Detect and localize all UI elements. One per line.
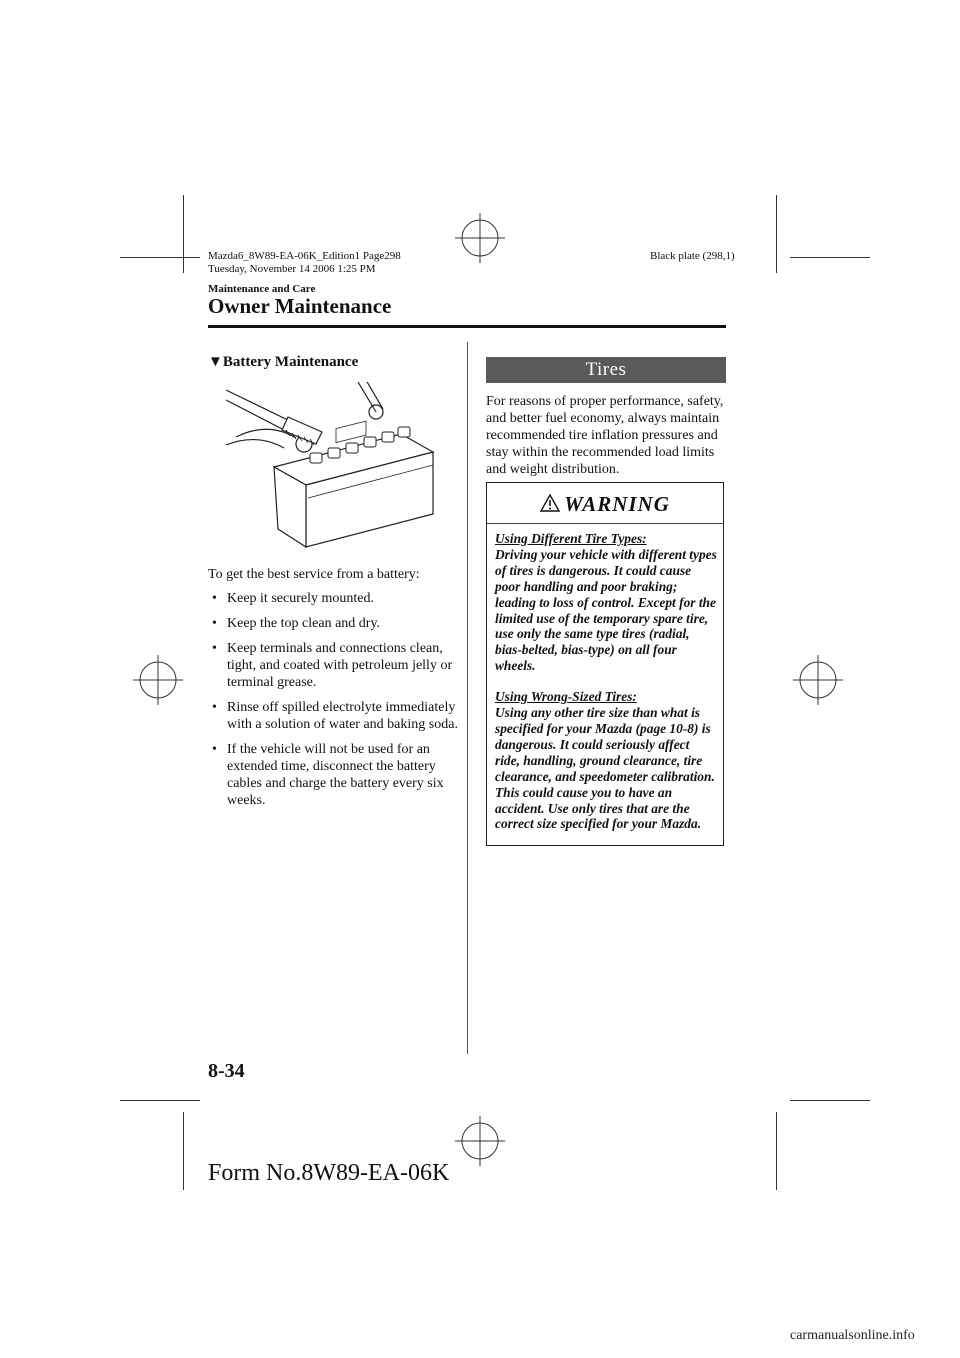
crop-mark <box>183 1112 184 1190</box>
list-item: • Rinse off spilled electrolyte immediately with a solution of water and baking soda. <box>208 699 458 733</box>
warning-block-1-text: Driving your vehicle with different types of tires is dangerous. It could cause poor handling and poor braking; leading to loss of control. Except for the limited use of the temporary spare tire, use only the same type tires (radial, bias-belted, bias-type) on all four wheels. <box>495 546 717 674</box>
registration-mark-icon <box>455 1116 505 1166</box>
warning-block-2-text: Using any other tire size than what is specified for your Mazda (page 10-8) is dangerous. It could seriously affect ride, handling, ground clearance, tire clearance, and speedometer calibration. This could cause you to have an accident. Use only tires that are the correct size specified for your Mazda. <box>495 705 715 832</box>
warning-header <box>487 483 723 524</box>
plate-label: Black plate (298,1) <box>650 250 735 262</box>
crop-mark <box>120 257 200 258</box>
warning-triangle-icon <box>540 494 560 512</box>
title-rule <box>208 325 726 328</box>
registration-mark-icon <box>133 655 183 705</box>
warning-title <box>487 492 723 517</box>
crop-mark <box>776 195 777 273</box>
crop-mark <box>120 1100 200 1101</box>
page-number: 8-34 <box>208 1060 245 1082</box>
warning-block-1 <box>495 531 717 674</box>
battery-intro: To get the best service from a battery: <box>208 567 420 582</box>
registration-mark-icon <box>455 213 505 263</box>
print-meta-date: Tuesday, November 14 2006 1:25 PM <box>208 263 376 275</box>
section-label: Maintenance and Care <box>208 283 316 295</box>
crop-mark <box>790 1100 870 1101</box>
form-number: Form No.8W89-EA-06K <box>208 1160 450 1186</box>
warning-box <box>486 482 724 846</box>
triangle-marker-icon: ▼ <box>208 354 223 370</box>
warning-block-1-heading: Using Different Tire Types: <box>495 531 647 546</box>
warning-title-text: WARNING <box>564 492 670 516</box>
warning-body <box>495 531 717 847</box>
battery-heading <box>208 354 358 371</box>
crop-mark <box>183 195 184 273</box>
registration-mark-icon <box>793 655 843 705</box>
page-title: Owner Maintenance <box>208 294 392 318</box>
tires-paragraph: For reasons of proper performance, safety, and better fuel economy, always maintain recommended tire inflation pressures and stay within the recommended load limits and weight distribution. <box>486 394 724 477</box>
warning-block-2-heading: Using Wrong-Sized Tires: <box>495 689 637 705</box>
watermark: carmanualsonline.info <box>790 1328 915 1343</box>
battery-heading-text: Battery Maintenance <box>222 354 359 370</box>
battery-tips-list <box>208 590 458 817</box>
battery-illustration <box>226 382 446 552</box>
print-meta-file: Mazda6_8W89-EA-06K_Edition1 Page298 <box>208 250 401 262</box>
list-item: • Keep it securely mounted. <box>208 590 458 607</box>
print-meta <box>208 250 401 276</box>
list-item: • Keep the top clean and dry. <box>208 615 458 632</box>
column-divider <box>467 342 468 1054</box>
crop-mark <box>790 257 870 258</box>
list-item: • If the vehicle will not be used for an extended time, disconnect the battery cables and charge the battery every six weeks. <box>208 741 458 809</box>
crop-mark <box>776 1112 777 1190</box>
warning-block-2 <box>495 689 717 832</box>
tires-heading: Tires <box>486 357 726 383</box>
list-item: • Keep terminals and connections clean, tight, and coated with petroleum jelly or terminal grease. <box>208 640 458 691</box>
